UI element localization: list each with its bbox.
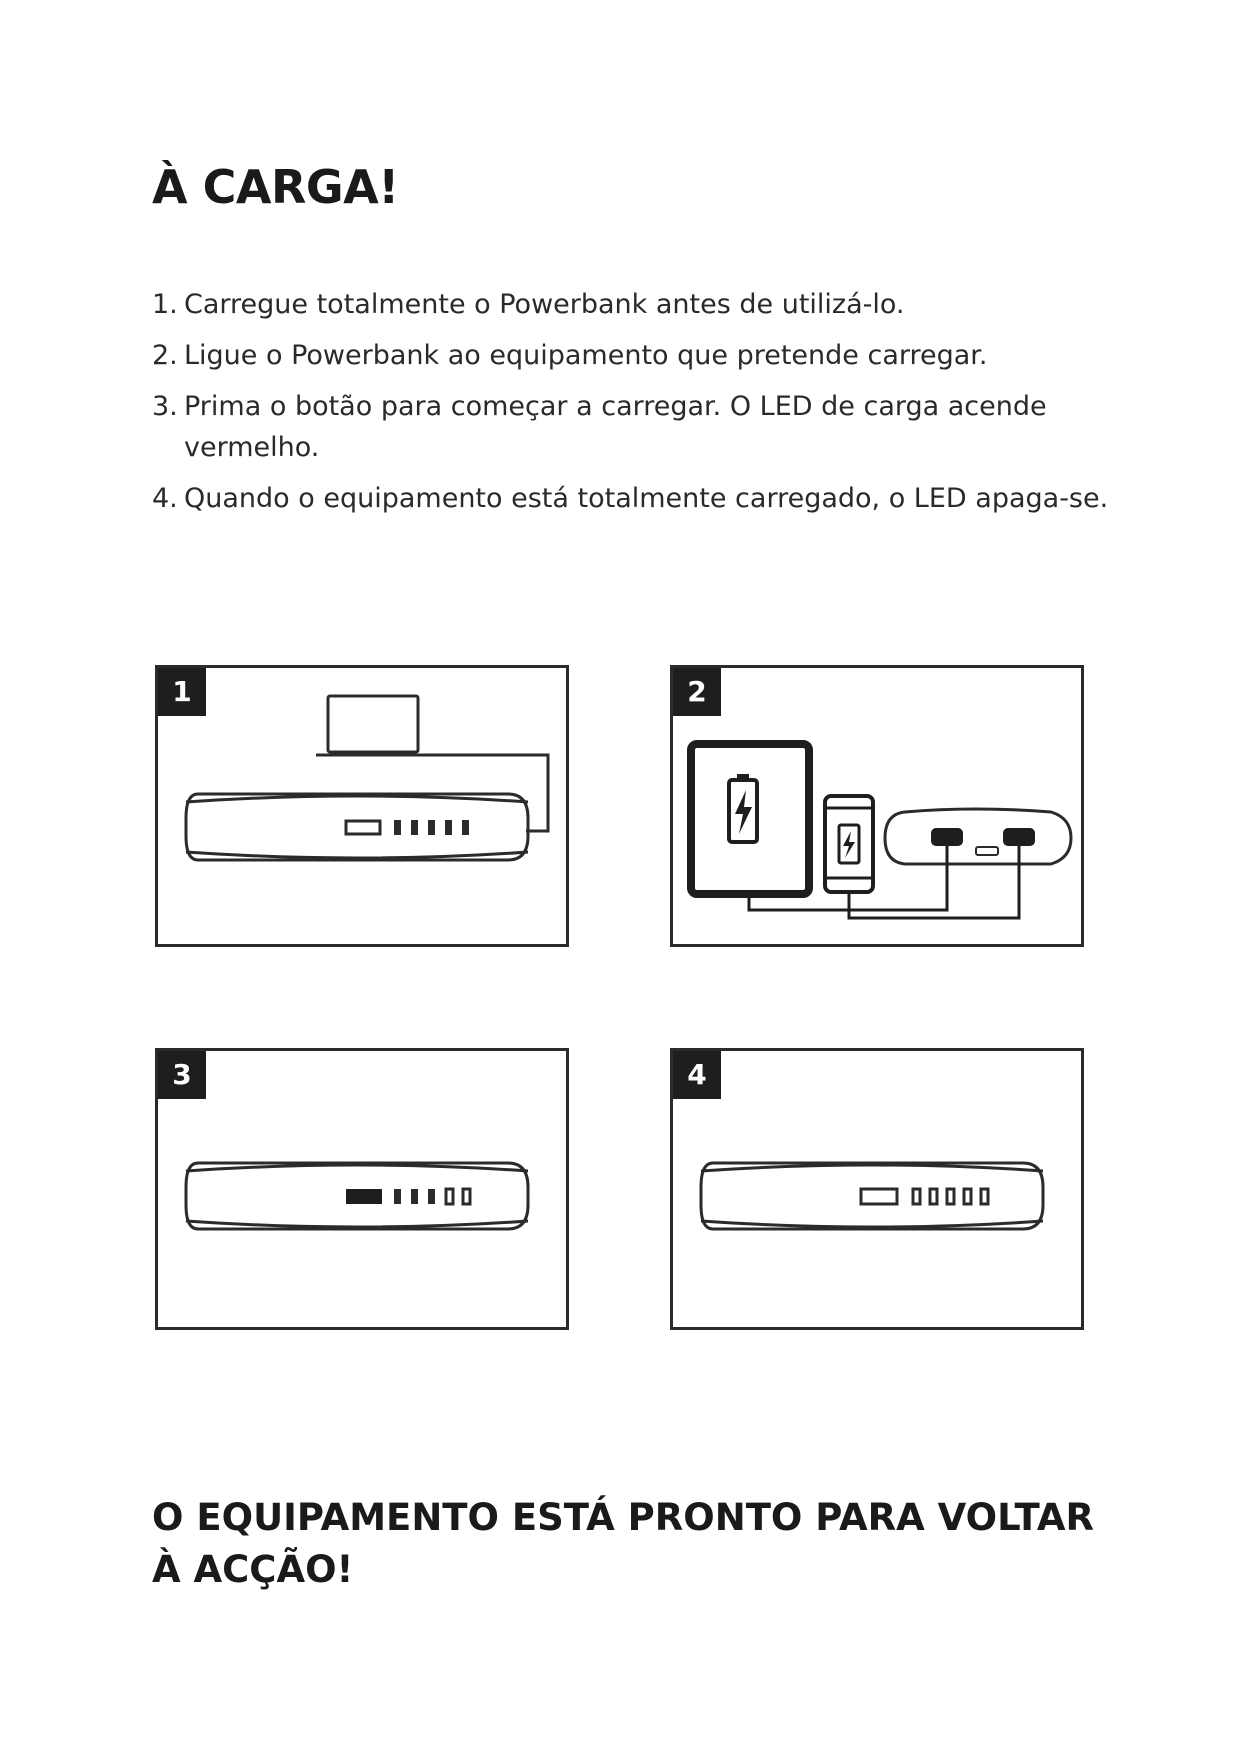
- step-number: 3.: [152, 391, 178, 422]
- closing-heading-line-2: À ACÇÃO!: [152, 1548, 354, 1591]
- step-text: Carregue totalmente o Powerbank antes de utilizá-lo.: [184, 289, 905, 320]
- tablet-icon: [691, 744, 809, 894]
- laptop-icon: [328, 696, 418, 752]
- tablet-phone-charging-illustration: [673, 668, 1081, 944]
- closing-heading-line-1: O EQUIPAMENTO ESTÁ PRONTO PARA VOLTAR: [152, 1496, 1095, 1539]
- led-off-icon: [861, 1189, 897, 1204]
- powerbank-led-on-illustration: [158, 1051, 566, 1327]
- cable-icon: [749, 846, 1019, 918]
- step-badge: 1: [158, 668, 206, 716]
- laptop-charging-illustration: [158, 668, 566, 944]
- illustration-panel-3: [155, 1048, 569, 1330]
- page-title: À CARGA!: [152, 160, 399, 214]
- usb-port-icon: [1003, 828, 1035, 846]
- step-text: Prima o botão para começar a carregar. O LED de carga acende vermelho.: [184, 391, 1047, 463]
- illustration-panel-1: [155, 665, 569, 947]
- list-item: [152, 335, 1112, 376]
- illustration-panel-4: [670, 1048, 1084, 1330]
- step-number: 4.: [152, 483, 178, 514]
- step-badge: 3: [158, 1051, 206, 1099]
- lightning-icon: [735, 790, 752, 834]
- step-text: Quando o equipamento está totalmente carregado, o LED apaga-se.: [184, 483, 1109, 514]
- list-item: [152, 284, 1112, 325]
- step-badge: 2: [673, 668, 721, 716]
- led-indicator-icon: [394, 1189, 435, 1204]
- powerbank-icon: [186, 794, 528, 860]
- charging-steps-list: [152, 284, 1112, 529]
- step-number: 2.: [152, 340, 178, 371]
- led-on-icon: [346, 1189, 382, 1204]
- powerbank-led-off-illustration: [673, 1051, 1081, 1327]
- usb-port-icon: [931, 828, 963, 846]
- step-number: 1.: [152, 289, 178, 320]
- closing-heading: [152, 1492, 1112, 1596]
- list-item: [152, 478, 1112, 519]
- step-text: Ligue o Powerbank ao equipamento que pretende carregar.: [184, 340, 988, 371]
- step-badge: 4: [673, 1051, 721, 1099]
- powerbank-icon: [701, 1163, 1043, 1229]
- illustration-panel-2: [670, 665, 1084, 947]
- list-item: [152, 386, 1112, 468]
- led-indicator-icon: [394, 820, 469, 835]
